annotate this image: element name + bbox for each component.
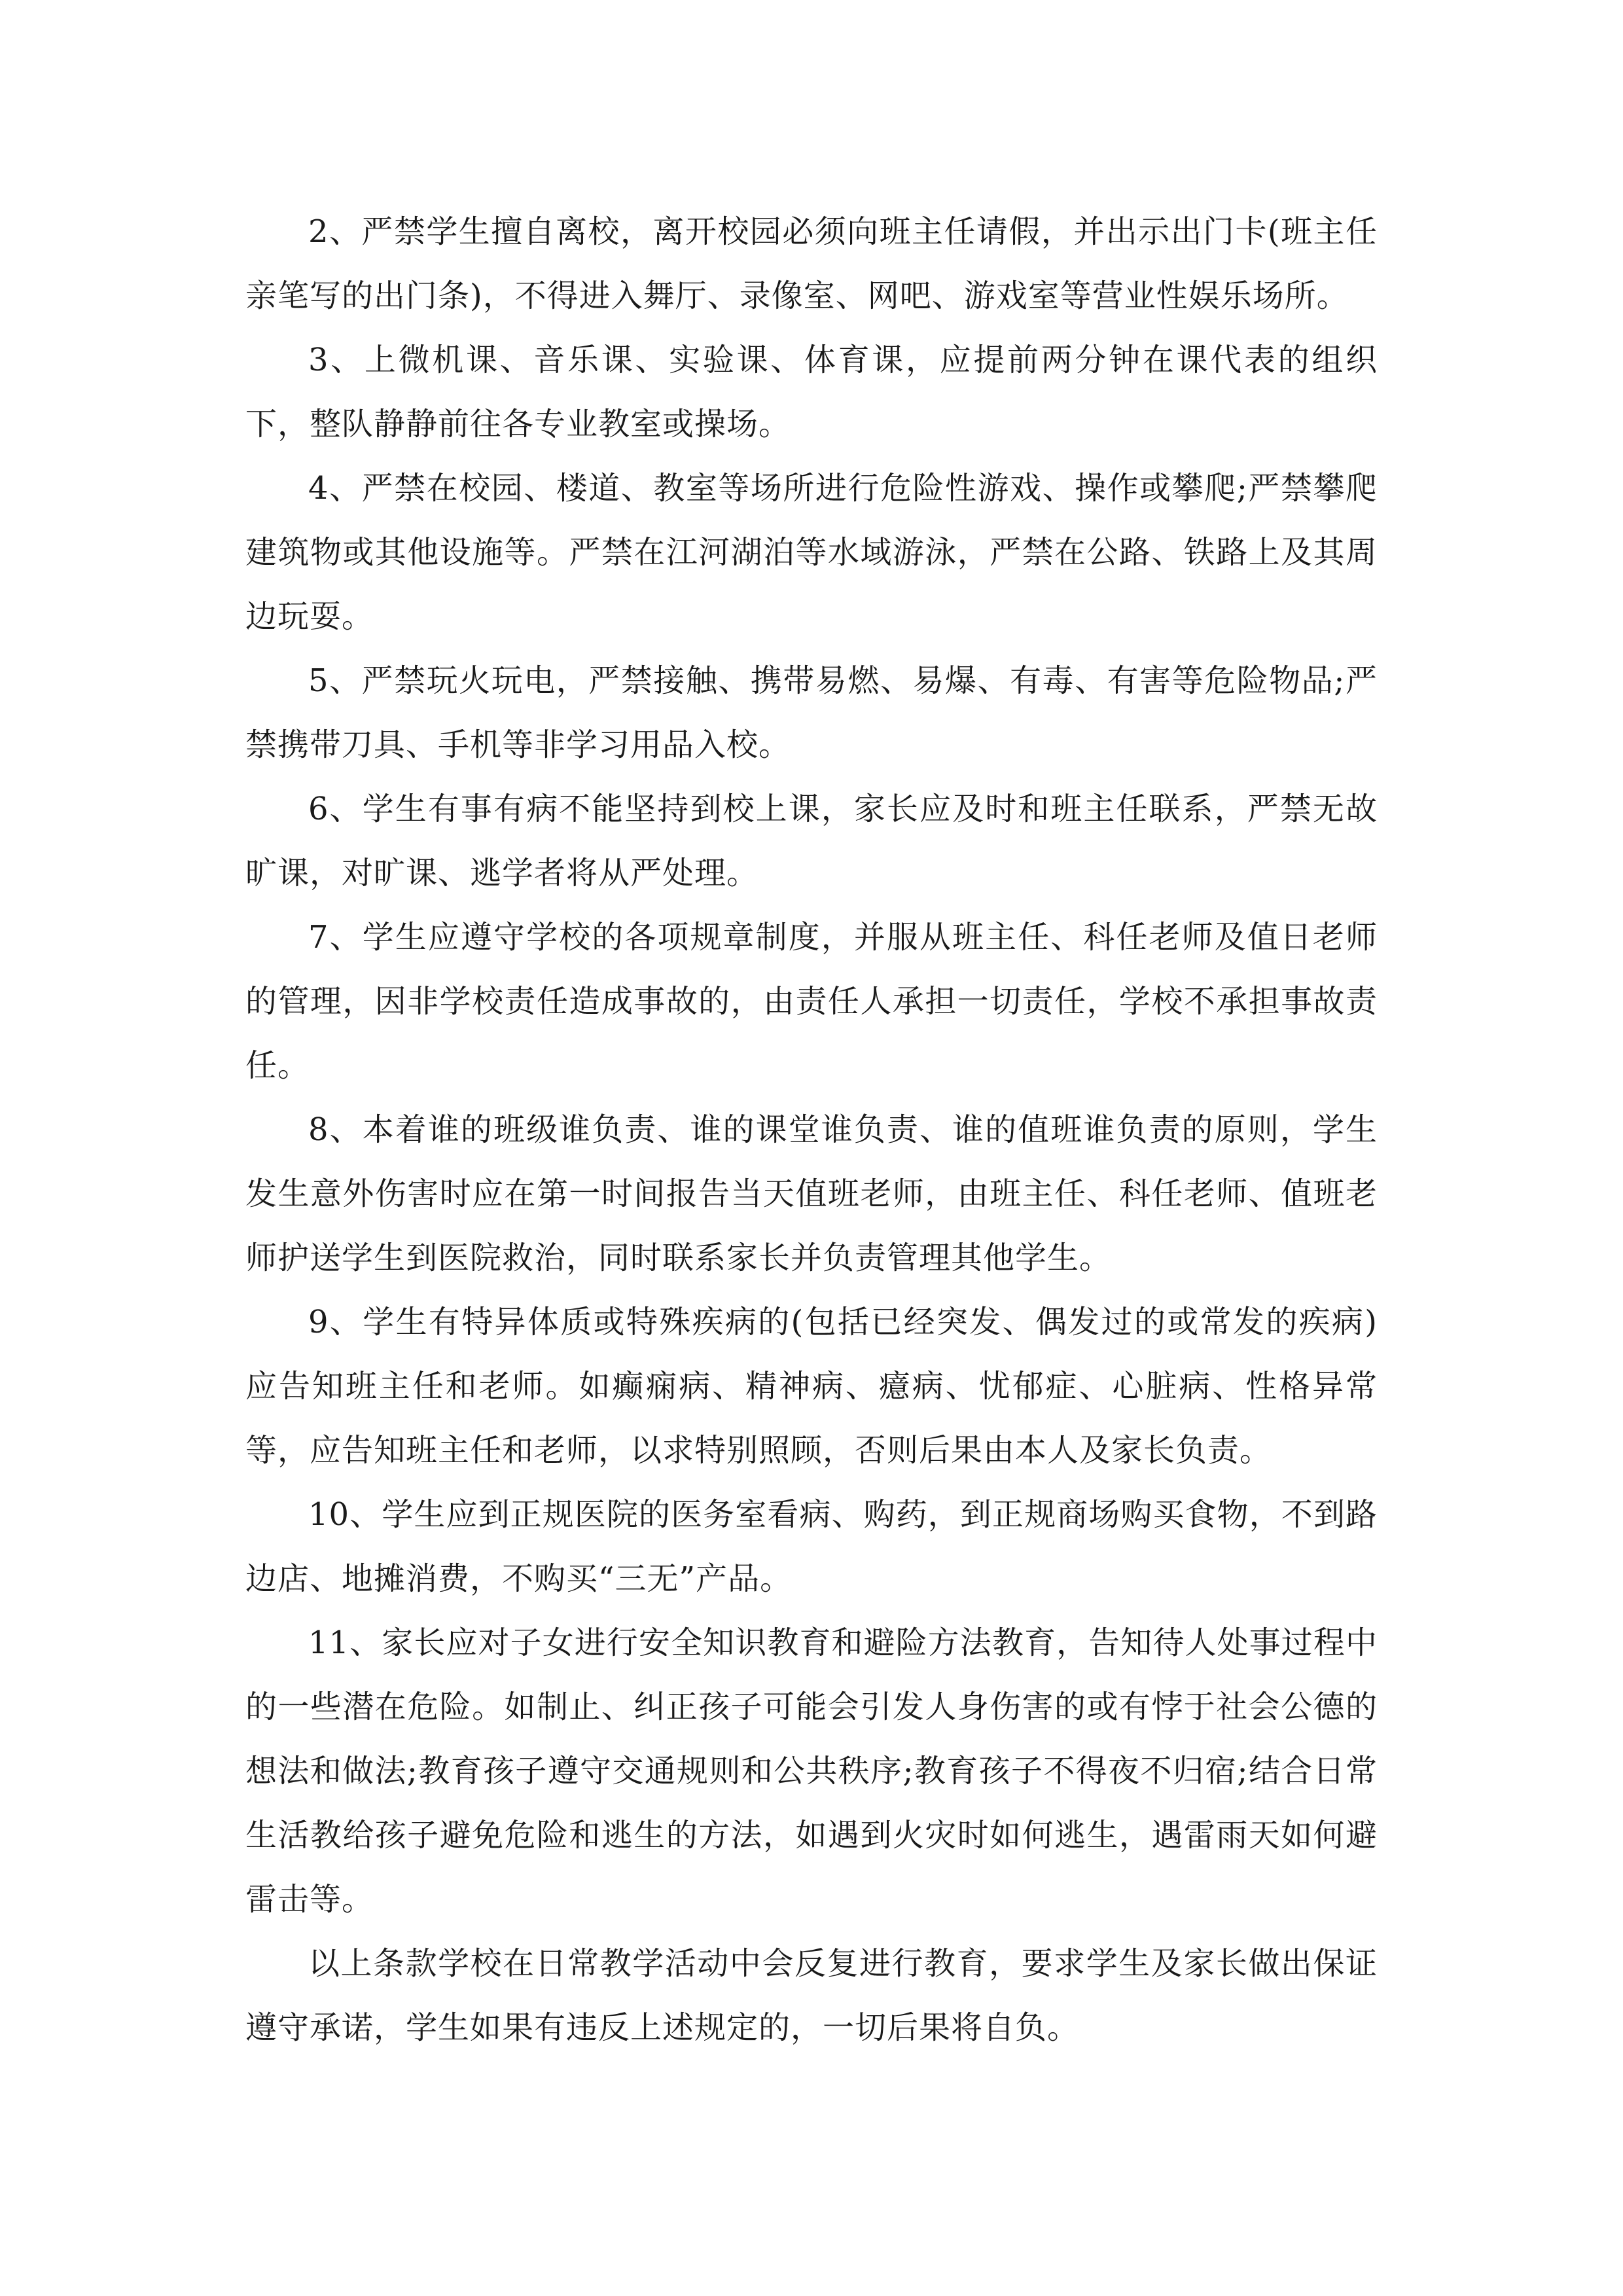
paragraph-item-4: 4、严禁在校园、楼道、教室等场所进行危险性游戏、操作或攀爬;严禁攀爬建筑物或其他设施等。严禁在江河湖泊等水域游泳，严禁在公路、铁路上及其周边玩耍。	[245, 470, 1378, 635]
paragraph-item-2: 2、严禁学生擅自离校，离开校园必须向班主任请假，并出示出门卡(班主任亲笔写的出门条)，不得进入舞厅、录像室、网吧、游戏室等营业性娱乐场所。	[245, 213, 1378, 314]
document-body	[245, 200, 1378, 2060]
paragraph-item-3: 3、上微机课、音乐课、实验课、体育课，应提前两分钟在课代表的组织下，整队静静前往各专业教室或操场。	[245, 342, 1378, 442]
closing-paragraph: 以上条款学校在日常教学活动中会反复进行教育，要求学生及家长做出保证遵守承诺，学生如果有违反上述规定的，一切后果将自负。	[245, 1945, 1378, 2046]
paragraph-item-6: 6、学生有事有病不能坚持到校上课，家长应及时和班主任联系，严禁无故旷课，对旷课、逃学者将从严处理。	[245, 791, 1378, 891]
paragraph-item-11: 11、家长应对子女进行安全知识教育和避险方法教育，告知待人处事过程中的一些潜在危险。如制止、纠正孩子可能会引发人身伤害的或有悖于社会公德的想法和做法;教育孩子遵守交通规则和公共秩序;教育孩子不得夜不归宿;结合日常生活教给孩子避免危险和逃生的方法，如遇到火灾时如何逃生，遇雷雨天如何避雷击等。	[245, 1624, 1378, 1918]
paragraph-item-8: 8、本着谁的班级谁负责、谁的课堂谁负责、谁的值班谁负责的原则，学生发生意外伤害时应在第一时间报告当天值班老师，由班主任、科任老师、值班老师护送学生到医院救治，同时联系家长并负责管理其他学生。	[245, 1111, 1378, 1276]
paragraph-item-7: 7、学生应遵守学校的各项规章制度，并服从班主任、科任老师及值日老师的管理，因非学校责任造成事故的，由责任人承担一切责任，学校不承担事故责任。	[245, 919, 1378, 1084]
paragraph-item-5: 5、严禁玩火玩电，严禁接触、携带易燃、易爆、有毒、有害等危险物品;严禁携带刀具、手机等非学习用品入校。	[245, 662, 1378, 763]
paragraph-item-10: 10、学生应到正规医院的医务室看病、购药，到正规商场购买食物，不到路边店、地摊消费，不购买“三无”产品。	[245, 1496, 1378, 1597]
paragraph-item-9: 9、学生有特异体质或特殊疾病的(包括已经突发、偶发过的或常发的疾病)应告知班主任和老师。如癫痫病、精神病、癔病、忧郁症、心脏病、性格异常等，应告知班主任和老师，以求特别照顾，否则后果由本人及家长负责。	[245, 1304, 1378, 1469]
